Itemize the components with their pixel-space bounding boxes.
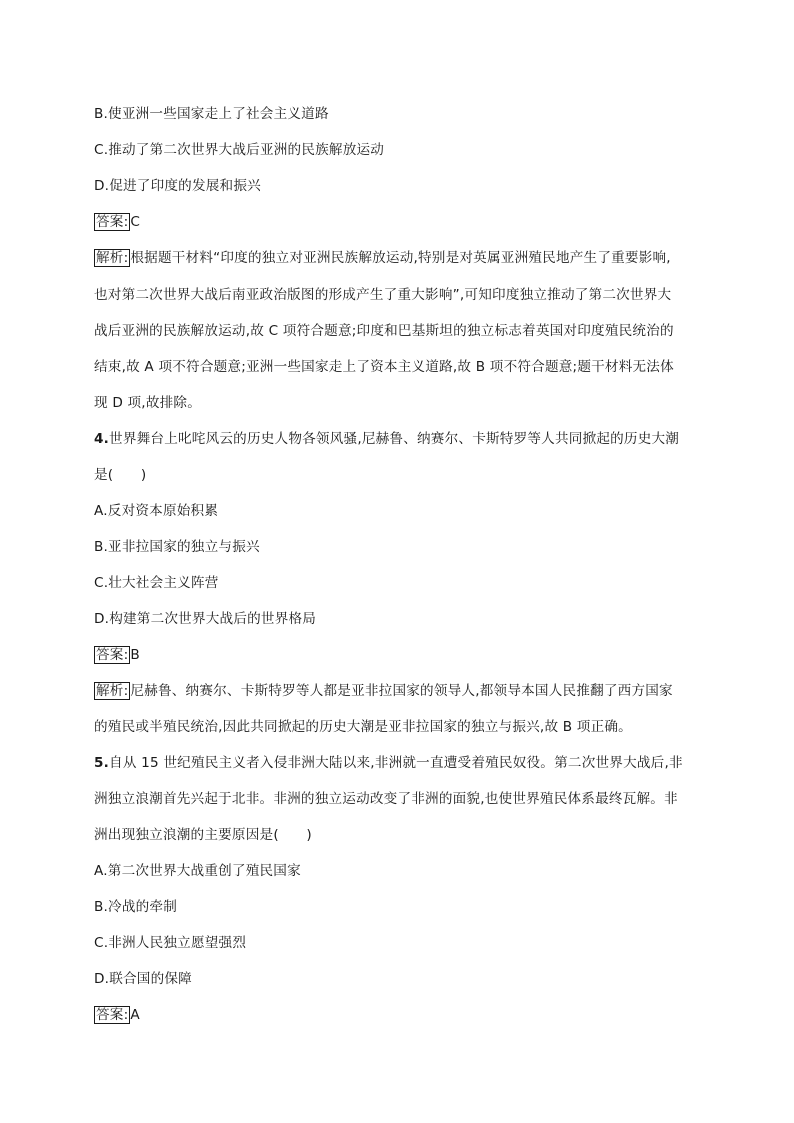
q4-analysis-line-2: 的殖民或半殖民统治,因此共同掀起的历史大潮是亚非拉国家的独立与振兴,故 B 项正确。 bbox=[94, 719, 632, 735]
q4-option-a: A.反对资本原始积累 bbox=[94, 503, 219, 519]
q4-option-b: B.亚非拉国家的独立与振兴 bbox=[94, 539, 260, 555]
q3-option-c: C.推动了第二次世界大战后亚洲的民族解放运动 bbox=[94, 142, 385, 158]
q3-answer-label: 答案: bbox=[96, 214, 129, 230]
q3-answer-value: C bbox=[130, 214, 141, 230]
q5-answer bbox=[94, 1005, 714, 1025]
q5-option-a: A.第二次世界大战重创了殖民国家 bbox=[94, 863, 301, 879]
q3-analysis-line-2: 也对第二次世界大战后南亚政治版图的形成产生了重大影响”,可知印度独立推动了第二次世界大 bbox=[94, 287, 672, 303]
q4-analysis-line-1 bbox=[94, 681, 714, 701]
q4-analysis-label: 解析: bbox=[96, 683, 129, 699]
q5-stem-line-3: 洲出现独立浪潮的主要原因是( ) bbox=[94, 827, 312, 843]
q5-stem-text-1: 自从 15 世纪殖民主义者入侵非洲大陆以来,非洲就一直遭受着殖民奴役。第二次世界大战后,非 bbox=[109, 755, 683, 771]
q5-option-b: B.冷战的牵制 bbox=[94, 899, 178, 915]
q5-option-d: D.联合国的保障 bbox=[94, 971, 192, 987]
q4-number: 4. bbox=[94, 431, 110, 447]
q4-answer-value: B bbox=[130, 647, 140, 663]
q3-analysis-line-5: 现 D 项,故排除。 bbox=[94, 395, 201, 411]
q4-stem-text-1: 世界舞台上叱咤风云的历史人物各领风骚,尼赫鲁、纳赛尔、卡斯特罗等人共同掀起的历史大潮 bbox=[109, 431, 680, 447]
q4-option-c: C.壮大社会主义阵营 bbox=[94, 575, 219, 591]
q5-stem-line-2: 洲独立浪潮首先兴起于北非。非洲的独立运动改变了非洲的面貌,也使世界殖民体系最终瓦解。非 bbox=[94, 791, 678, 807]
q4-stem-line-2: 是( ) bbox=[94, 467, 147, 483]
q4-stem-line-1 bbox=[94, 429, 714, 449]
q5-answer-value: A bbox=[130, 1007, 140, 1023]
q3-answer bbox=[94, 212, 714, 232]
q3-analysis-text-1: 根据题干材料“印度的独立对亚洲民族解放运动,特别是对英属亚洲殖民地产生了重要影响, bbox=[130, 250, 671, 266]
q3-analysis-line-3: 战后亚洲的民族解放运动,故 C 项符合题意;印度和巴基斯坦的独立标志着英国对印度殖民统治的 bbox=[94, 323, 674, 339]
q4-answer bbox=[94, 645, 714, 665]
q5-number: 5. bbox=[94, 755, 110, 771]
q5-answer-label: 答案: bbox=[96, 1007, 129, 1023]
q3-analysis-line-4: 结束,故 A 项不符合题意;亚洲一些国家走上了资本主义道路,故 B 项不符合题意;题干材料无法体 bbox=[94, 359, 674, 375]
q5-stem-line-1 bbox=[94, 753, 714, 773]
q4-answer-label: 答案: bbox=[96, 647, 129, 663]
q5-option-c: C.非洲人民独立愿望强烈 bbox=[94, 935, 247, 951]
q3-option-b: B.使亚洲一些国家走上了社会主义道路 bbox=[94, 106, 329, 122]
q4-option-d: D.构建第二次世界大战后的世界格局 bbox=[94, 611, 317, 627]
q3-analysis-label: 解析: bbox=[96, 250, 129, 266]
q4-analysis-text-1: 尼赫鲁、纳赛尔、卡斯特罗等人都是亚非拉国家的领导人,都领导本国人民推翻了西方国家 bbox=[130, 683, 673, 699]
q3-option-d: D.促进了印度的发展和振兴 bbox=[94, 178, 261, 194]
q3-analysis-line-1 bbox=[94, 248, 714, 268]
